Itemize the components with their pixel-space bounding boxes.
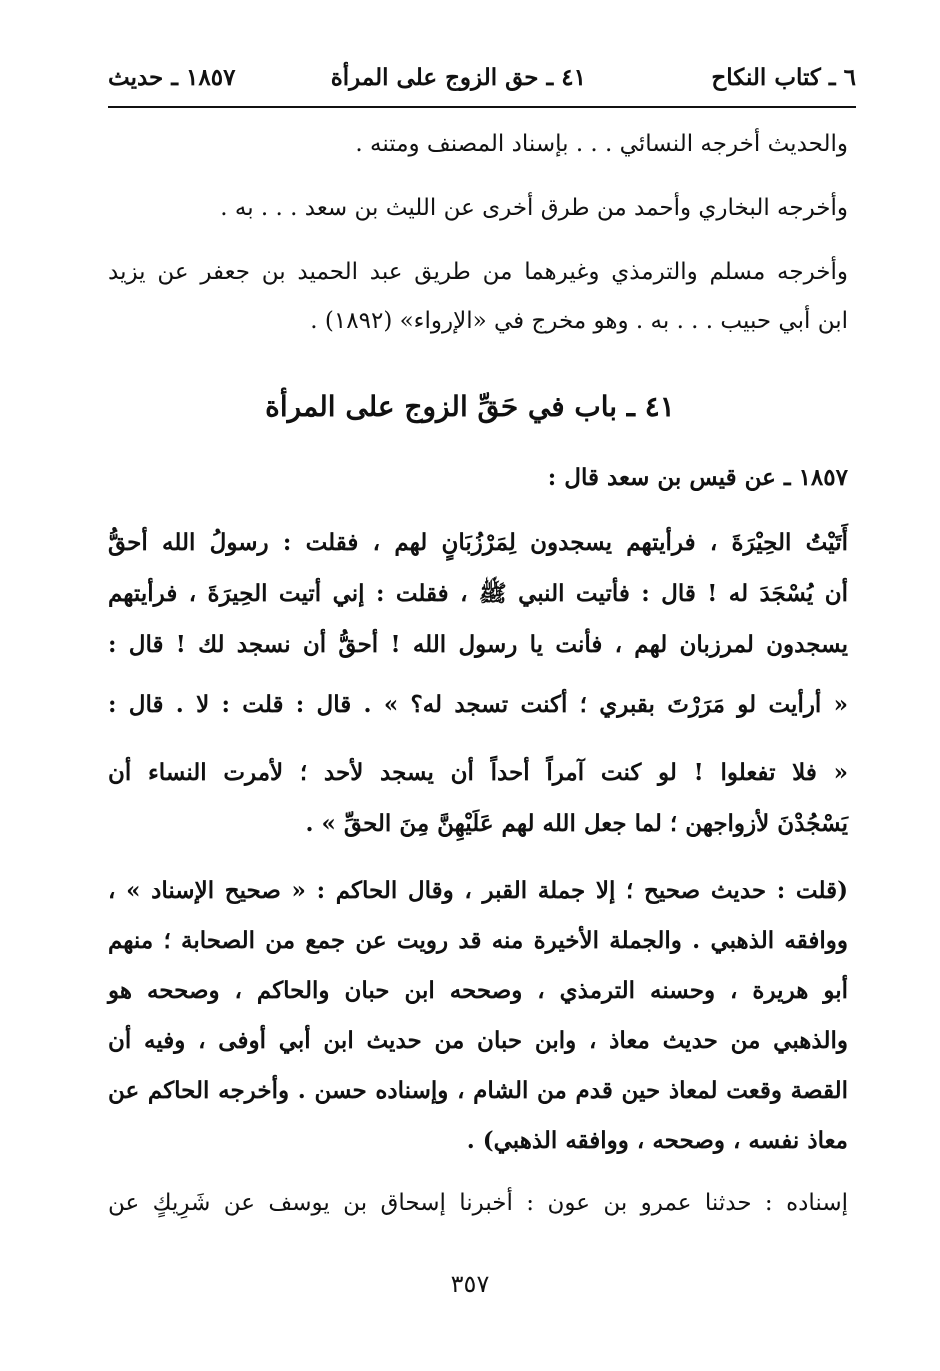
header-hadith-number: ١٨٥٧ ـ حديث <box>108 64 236 91</box>
header-book-title: ٦ ـ كتاب النكاح <box>711 64 856 91</box>
header-chapter-title: ٤١ ـ حق الزوج على المرأة <box>330 64 586 91</box>
note-line-2: ووافقه الذهبي . والجملة الأخيرة منه قد رويت عن جمع من الصحابة ؛ منهم <box>108 927 848 954</box>
note-line-3: أبو هريرة ، وحسنه الترمذي ، وصححه ابن حبان والحاكم ، وصححه هو <box>108 977 848 1004</box>
hadith-number-line: ١٨٥٧ ـ عن قيس بن سعد قال : <box>547 464 848 491</box>
page-number: ٣٥٧ <box>450 1270 490 1298</box>
note-line-6: معاذ نفسه ، وصححه ، ووافقه الذهبي) . <box>466 1127 848 1154</box>
paragraph-muslim-line-2: ابن أبي حبيب . . . به . وهو مخرج في «الإرواء» (١٨٩٢) . <box>310 308 848 334</box>
hadith-text-line-2: أن يُسْجَدَ له ! قال : فأتيت النبي ﷺ ، فقلت : إني أتيت الحِيرَةَ ، فرأيتهم <box>108 580 848 607</box>
isnad-line: إسناده : حدثنا عمرو بن عون : أخبرنا إسحاق بن يوسف عن شَرِيكٍ عن <box>108 1190 848 1216</box>
hadith-text-line-3: يسجدون لمرزبان لهم ، فأنت يا رسول الله ! أحقُّ أن نسجد لك ! قال : <box>108 631 848 658</box>
running-header <box>108 62 856 108</box>
note-line-5: القصة وقعت لمعاذ حين قدم من الشام ، وإسناده حسن . وأخرجه الحاكم عن <box>108 1077 848 1104</box>
chapter-heading: ٤١ ـ باب في حَقِّ الزوج على المرأة <box>265 390 675 423</box>
note-line-1: (قلت : حديث صحيح ؛ إلا جملة القبر ، وقال الحاكم : « صحيح الإسناد » ، <box>108 877 848 904</box>
hadith-text-line-5: « فلا تفعلوا ! لو كنت آمراً أحداً أن يسجد لأحد ؛ لأمرت النساء أن <box>108 759 848 786</box>
hadith-text-line-4: « أرأيت لو مَرَرْتَ بقبري ؛ أكنت تسجد له؟ » . قال : قلت : لا . قال : <box>108 691 848 718</box>
hadith-text-line-6: يَسْجُدْنَ لأزواجهن ؛ لما جعل الله لهم عَلَيْهِنَّ مِنَ الحقِّ » . <box>305 810 848 837</box>
paragraph-nasai: والحديث أخرجه النسائي . . . بإسناد المصنف ومتنه . <box>355 131 848 157</box>
paragraph-bukhari: وأخرجه البخاري وأحمد من طرق أخرى عن الليث بن سعد . . . به . <box>220 195 848 221</box>
hadith-text-line-1: أَتَيْتُ الحِيْرَةَ ، فرأيتهم يسجدون لِمَرْزُبَانٍ لهم ، فقلت : رسولُ الله أحقُّ <box>108 529 848 556</box>
note-line-4: والذهبي من حديث معاذ ، وابن حبان من حديث ابن أبي أوفى ، وفيه أن <box>108 1027 848 1054</box>
paragraph-muslim-line-1: وأخرجه مسلم والترمذي وغيرهما من طريق عبد الحميد بن جعفر عن يزيد <box>108 259 848 285</box>
